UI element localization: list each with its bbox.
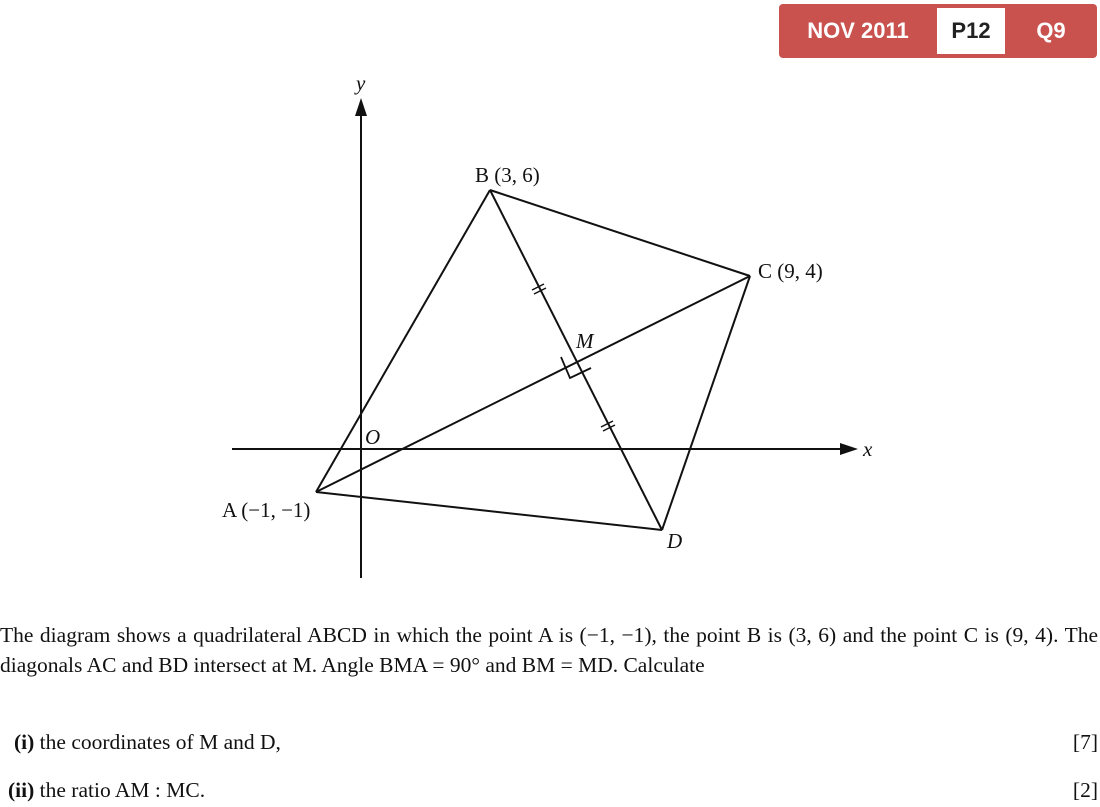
question-number: Q9: [1036, 18, 1066, 43]
question-part-ii: [0, 778, 1098, 803]
part-number: (ii): [8, 778, 35, 802]
part-text: the ratio AM : MC.: [39, 778, 206, 802]
exam-session: NOV 2011: [807, 18, 909, 43]
point-m-label: M: [576, 329, 594, 353]
point-d-label: D: [667, 529, 683, 553]
diagonal-bd: [490, 190, 662, 530]
side-bc: [490, 190, 750, 276]
question-stem-text: The diagram shows a quadrilateral ABCD in which the point A is (−1, −1), the point B is (3, 6) and the point C is (9, 4). The diagonals AC and BD intersect at M. Angle BMA = 90° and BM = MD. Calculate: [0, 623, 1098, 677]
diagonal-ac: [316, 276, 750, 492]
part-number: (i): [14, 730, 35, 754]
part-marks: [2]: [1072, 778, 1098, 802]
origin-label: O: [365, 425, 381, 449]
part-text: the coordinates of M and D,: [39, 730, 281, 754]
question-part-i: [0, 730, 1098, 755]
point-a-label: A (−1, −1): [222, 498, 311, 522]
y-axis-label: y: [356, 71, 366, 95]
point-b-label: B (3, 6): [475, 163, 540, 187]
side-da: [316, 492, 662, 530]
question-stem: [0, 620, 1098, 680]
part-marks: [7]: [1072, 730, 1098, 754]
side-ab: [316, 190, 490, 492]
y-axis-arrowhead: [355, 98, 367, 116]
point-c-label: C (9, 4): [758, 259, 823, 283]
x-axis-label: x: [863, 437, 873, 461]
paper-number: P12: [937, 8, 1005, 54]
x-axis-arrowhead: [840, 443, 858, 455]
